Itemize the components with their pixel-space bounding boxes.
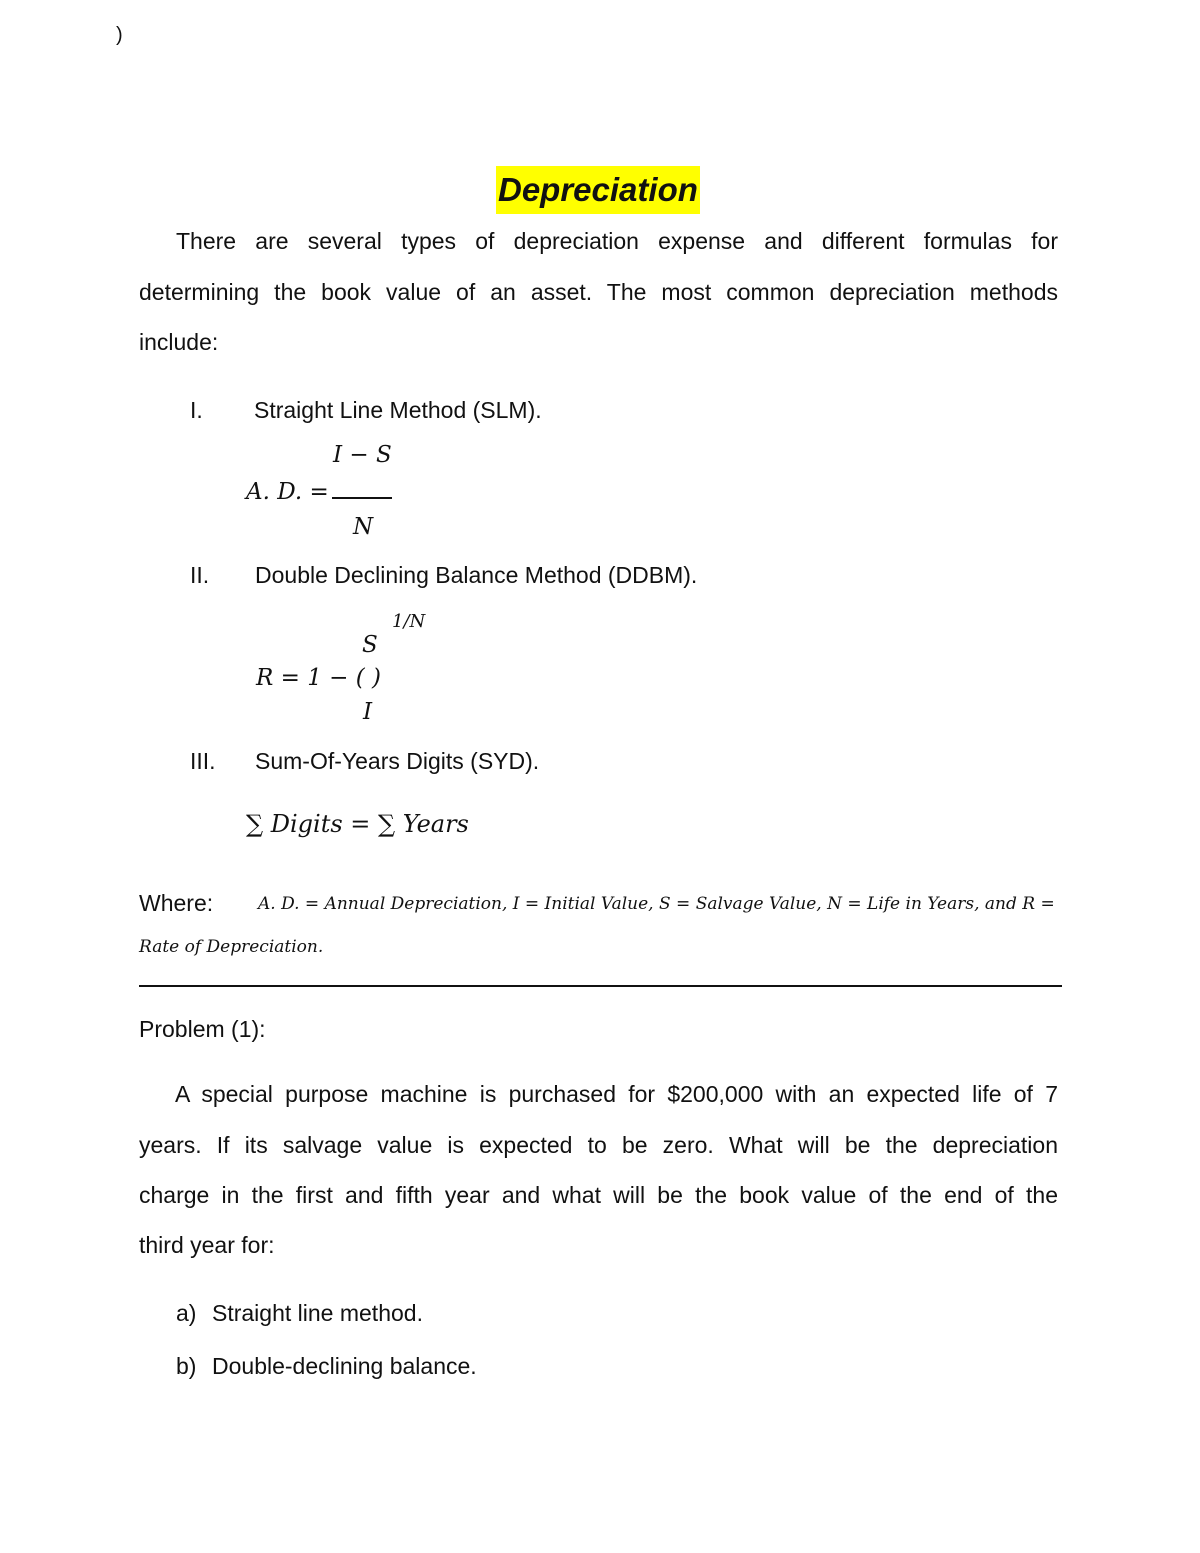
ddbm-numerator: S — [362, 632, 378, 658]
where-label: Where: — [139, 890, 214, 916]
page-title: Depreciation — [496, 166, 700, 214]
where-definitions-line-2: Rate of Depreciation. — [139, 937, 324, 957]
intro-line-1: There are several types of depreciation expense and different formulas for — [176, 228, 1058, 254]
ddbm-lhs: R = 1 − ( ) — [256, 665, 381, 691]
syd-formula: ∑ Digits = ∑ Years — [246, 810, 469, 838]
method-2-numeral: II. — [190, 562, 210, 588]
section-divider — [139, 985, 1062, 987]
slm-numerator: I − S — [333, 442, 392, 468]
list-item-a: Straight line method. — [212, 1300, 423, 1326]
method-1-label: Straight Line Method (SLM). — [254, 397, 542, 423]
list-marker-a: a) — [176, 1300, 197, 1326]
intro-line-3: include: — [139, 329, 219, 355]
problem-heading: Problem (1): — [139, 1016, 266, 1042]
problem-line-2: years. If its salvage value is expected to be zero. What will be the depreciation — [139, 1132, 1058, 1158]
intro-line-2: determining the book value of an asset. The most common depreciation methods — [139, 279, 1058, 305]
slm-denominator: N — [353, 514, 374, 540]
ddbm-denominator: I — [363, 699, 373, 725]
ddbm-exponent: 1/N — [392, 611, 426, 632]
list-marker-b: b) — [176, 1353, 197, 1379]
where-definitions-line-1: A. D. = Annual Depreciation, I = Initial Value, S = Salvage Value, N = Life in Years, and R = — [258, 894, 1055, 914]
list-item-b: Double-declining balance. — [212, 1353, 477, 1379]
problem-line-3: charge in the first and fifth year and what will be the book value of the end of the — [139, 1182, 1058, 1208]
problem-line-4: third year for: — [139, 1232, 275, 1258]
corner-mark: ) — [116, 24, 123, 46]
method-3-numeral: III. — [190, 748, 216, 774]
slm-fraction-line — [332, 497, 392, 499]
method-2-label: Double Declining Balance Method (DDBM). — [255, 562, 698, 588]
problem-line-1: A special purpose machine is purchased for $200,000 with an expected life of 7 — [175, 1081, 1058, 1107]
slm-lhs: A. D. = — [246, 479, 329, 505]
method-3-label: Sum-Of-Years Digits (SYD). — [255, 748, 540, 774]
method-1-numeral: I. — [190, 397, 203, 423]
